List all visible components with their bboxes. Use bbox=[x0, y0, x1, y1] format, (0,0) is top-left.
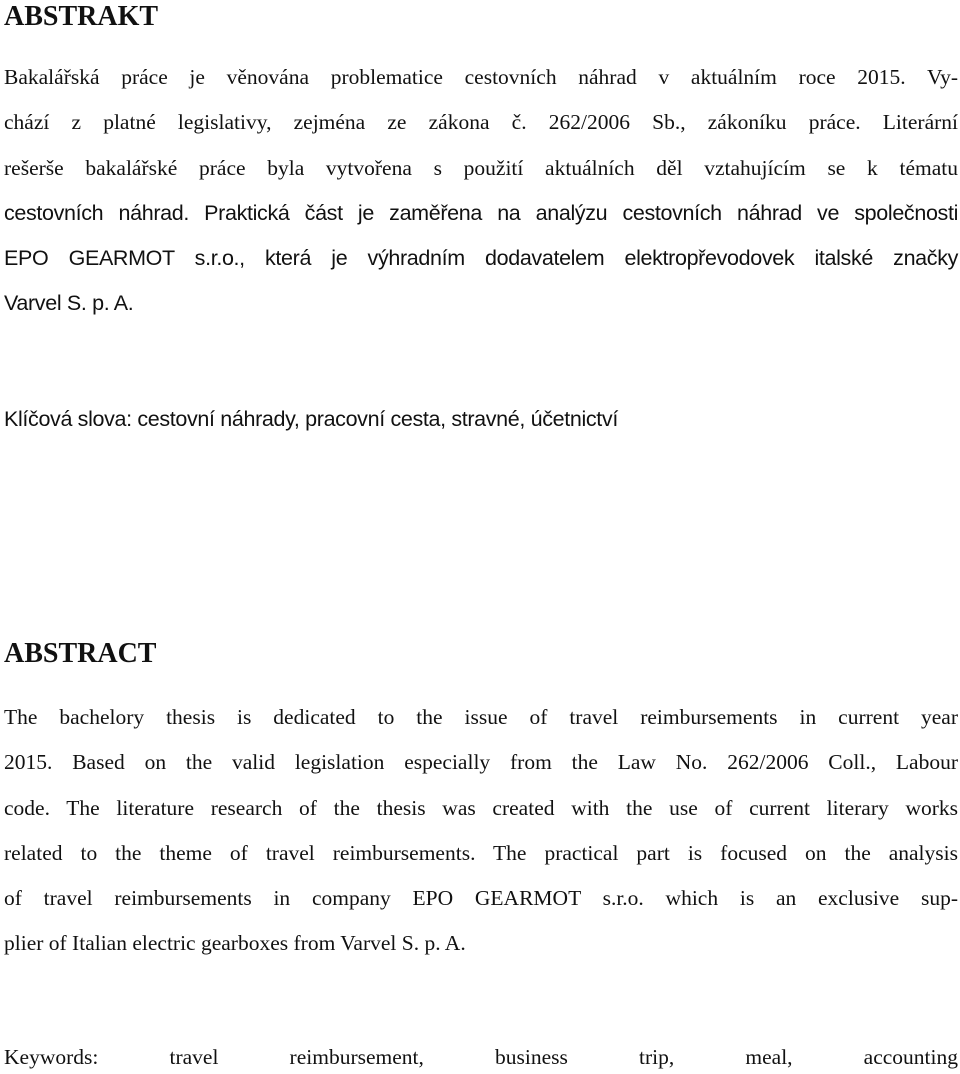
abstract-en-paragraph bbox=[4, 695, 958, 967]
abstract-en-line-4: related to the theme of travel reimbursements. The practical part is focused on the analysis bbox=[4, 840, 958, 865]
abstract-cz-line-2: chází z platné legislativy, zejména ze zákona č. 262/2006 Sb., zákoníku práce. Literární bbox=[4, 110, 958, 135]
abstract-cz-line-5: EPO GEARMOT s.r.o., která je výhradním dodavatelem elektropřevodovek italské značky bbox=[4, 246, 958, 271]
abstract-cz-line-1: Bakalářská práce je věnována problematice cestovních náhrad v aktuálním roce 2015. Vy- bbox=[4, 65, 958, 89]
abstract-en-keywords: Keywords: travel reimbursement, business trip, meal, accounting bbox=[4, 1045, 958, 1069]
abstract-en-heading: ABSTRACT bbox=[4, 638, 157, 669]
abstract-cz-keywords: Klíčová slova: cestovní náhrady, pracovní cesta, stravné, účetnictví bbox=[4, 407, 618, 431]
abstract-en-line-2: 2015. Based on the valid legislation especially from the Law No. 262/2006 Coll., Labour bbox=[4, 750, 958, 775]
abstract-cz-line-3: rešerše bakalářské práce byla vytvořena s použití aktuálních děl vztahujícím se k tématu bbox=[4, 155, 958, 180]
abstract-en-line-3: code. The literature research of the thesis was created with the use of current literary works bbox=[4, 795, 958, 820]
abstract-cz-line-4: cestovních náhrad. Praktická část je zaměřena na analýzu cestovních náhrad ve společnosti bbox=[4, 200, 958, 225]
abstract-en-line-6: plier of Italian electric gearboxes from Varvel S. p. A. bbox=[4, 931, 466, 956]
abstract-cz-line-6: Varvel S. p. A. bbox=[4, 291, 134, 316]
abstract-en-line-5: of travel reimbursements in company EPO GEARMOT s.r.o. which is an exclusive sup- bbox=[4, 886, 958, 911]
abstract-cz-heading: ABSTRAKT bbox=[4, 1, 159, 32]
abstract-en-line-1: The bachelory thesis is dedicated to the issue of travel reimbursements in current year bbox=[4, 705, 958, 729]
abstract-cz-paragraph bbox=[4, 55, 958, 327]
